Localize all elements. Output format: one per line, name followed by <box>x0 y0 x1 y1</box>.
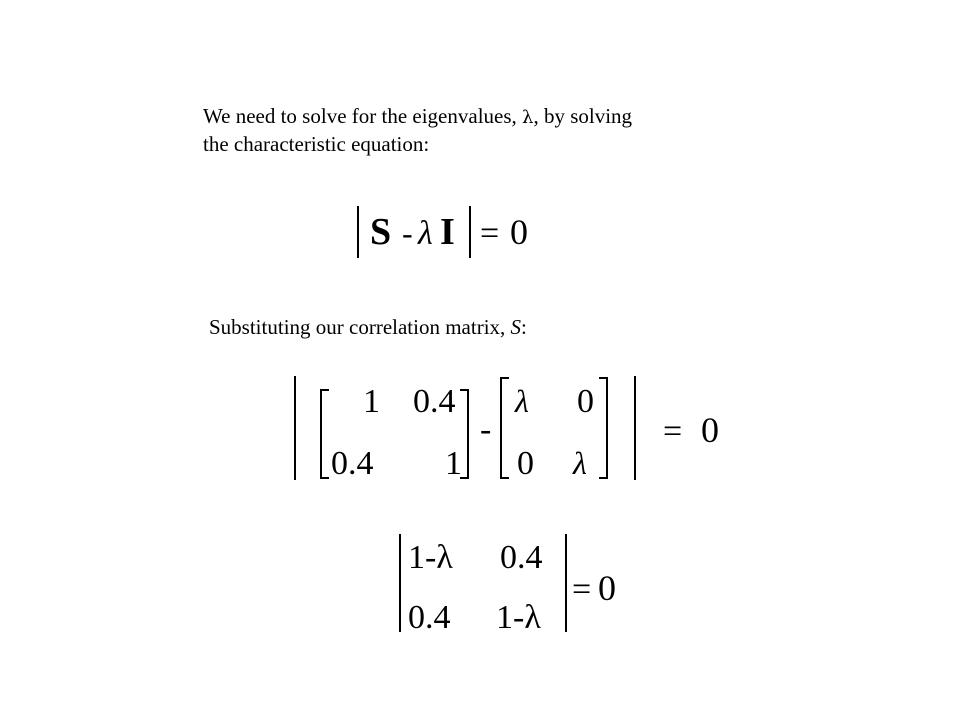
lambda-matrix-bracket-right <box>599 378 607 478</box>
determinant-equation <box>390 528 630 638</box>
subst-colon: : <box>521 315 527 339</box>
s-cell-21: 0.4 <box>331 445 374 482</box>
det-equals: = <box>572 571 592 608</box>
det-cell-22: 1-λ <box>496 599 541 636</box>
lambda-matrix-bracket-left <box>501 378 509 478</box>
det-zero: 0 <box>598 568 616 608</box>
intro-text-before: We need to solve for the eigenvalues, <box>203 104 523 128</box>
s-cell-11: 1 <box>363 383 380 420</box>
intro-lambda: λ <box>522 107 534 128</box>
subst-var: S <box>510 315 522 339</box>
subst-text: Substituting our correlation matrix, <box>209 315 511 339</box>
matrix-equation <box>285 370 735 485</box>
l-cell-22: λ <box>573 445 587 481</box>
s-cell-12: 0.4 <box>413 383 456 420</box>
eq-lambda: λ <box>418 215 433 252</box>
s-matrix-bracket-left <box>321 390 329 478</box>
intro-paragraph <box>203 103 763 158</box>
matrix-equals: = <box>663 413 683 450</box>
matrix-minus: - <box>480 411 492 448</box>
eq-equals: = <box>480 215 500 252</box>
l-cell-12: 0 <box>577 383 594 420</box>
det-cell-12: 0.4 <box>500 539 543 576</box>
matrix-zero: 0 <box>701 410 719 450</box>
det-cell-11: 1-λ <box>408 539 453 576</box>
eq-zero: 0 <box>510 212 528 252</box>
intro-text-after: , by solving <box>533 104 633 128</box>
l-cell-21: 0 <box>517 445 534 482</box>
s-cell-22: 1 <box>445 445 462 482</box>
eq-S: S <box>370 211 392 253</box>
characteristic-equation <box>340 200 550 270</box>
eq-I: I <box>440 211 455 253</box>
det-cell-21: 0.4 <box>408 599 451 636</box>
intro-line2: the characteristic equation: <box>203 132 430 156</box>
l-cell-11: λ <box>515 383 529 419</box>
eq-minus: - <box>402 215 413 251</box>
substitution-paragraph <box>209 314 527 341</box>
